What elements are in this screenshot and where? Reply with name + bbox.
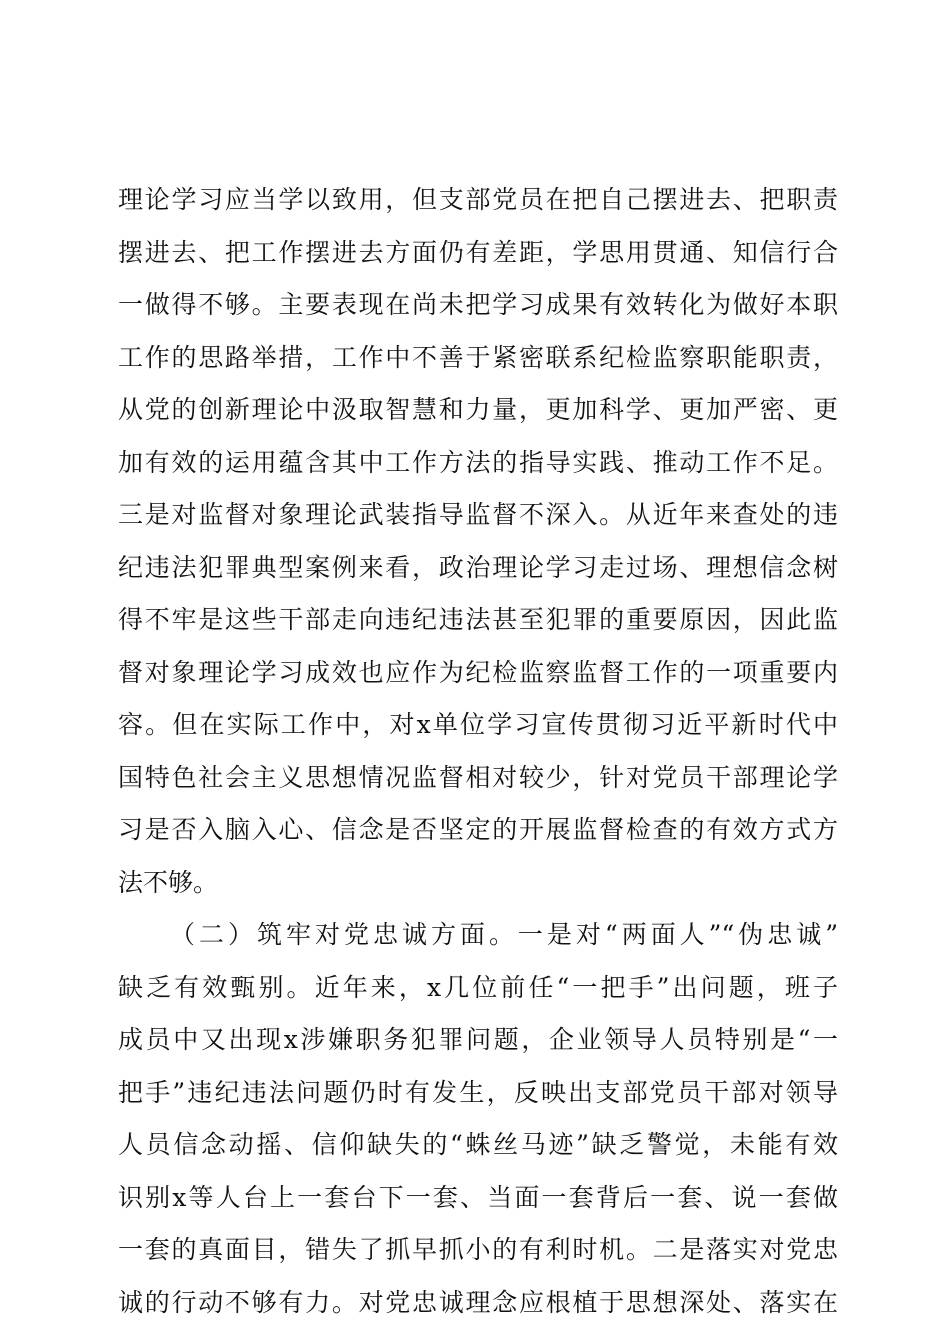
text-line: 得不牢是这些干部走向违纪违法甚至犯罪的重要原因，因此监 — [118, 605, 838, 634]
text-line: 加有效的运用蕴含其中工作方法的指导实践、推动工作不足。 — [118, 447, 838, 477]
text-line: 把手”违纪违法问题仍时有发生，反映出支部党员干部对领导 — [118, 1077, 838, 1107]
section-heading-line: （二）筑牢对党忠诚方面。一是对“两面人”“伪忠诚” — [170, 920, 838, 949]
text-line: 诚的行动不够有力。对党忠诚理念应根植于思想深处、落实在 — [118, 1287, 838, 1317]
text-line: 人员信念动摇、信仰缺失的“蛛丝马迹”缺乏警觉，未能有效 — [118, 1130, 838, 1159]
text-line: 从党的创新理论中汲取智慧和力量，更加科学、更加严密、更 — [118, 395, 838, 424]
body-text — [118, 174, 838, 1329]
text-line: 缺乏有效甄别。近年来，x几位前任“一把手”出问题，班子 — [118, 972, 838, 1002]
paragraph-end-line: 法不够。 — [118, 867, 219, 897]
text-line: 一套的真面目，错失了抓早抓小的有利时机。二是落实对党忠 — [118, 1235, 838, 1264]
text-line: 纪违法犯罪典型案例来看，政治理论学习走过场、理想信念树 — [118, 552, 838, 582]
text-line: 容。但在实际工作中，对x单位学习宣传贯彻习近平新时代中 — [118, 710, 838, 739]
text-line: 成员中又出现x涉嫌职务犯罪问题，企业领导人员特别是“一 — [118, 1025, 838, 1054]
text-line: 国特色社会主义思想情况监督相对较少，针对党员干部理论学 — [118, 762, 838, 792]
text-line: 三是对监督对象理论武装指导监督不深入。从近年来查处的违 — [118, 500, 838, 529]
text-line: 识别x等人台上一套台下一套、当面一套背后一套、说一套做 — [118, 1182, 838, 1212]
text-line: 摆进去、把工作摆进去方面仍有差距，学思用贯通、知信行合 — [118, 237, 838, 267]
text-line: 理论学习应当学以致用，但支部党员在把自己摆进去、把职责 — [118, 185, 838, 214]
text-line: 一做得不够。主要表现在尚未把学习成果有效转化为做好本职 — [118, 290, 838, 319]
text-line: 工作的思路举措，工作中不善于紧密联系纪检监察职能职责， — [118, 342, 838, 372]
text-line: 习是否入脑入心、信念是否坚定的开展监督检查的有效方式方 — [118, 815, 838, 844]
text-line: 督对象理论学习成效也应作为纪检监察监督工作的一项重要内 — [118, 657, 838, 687]
